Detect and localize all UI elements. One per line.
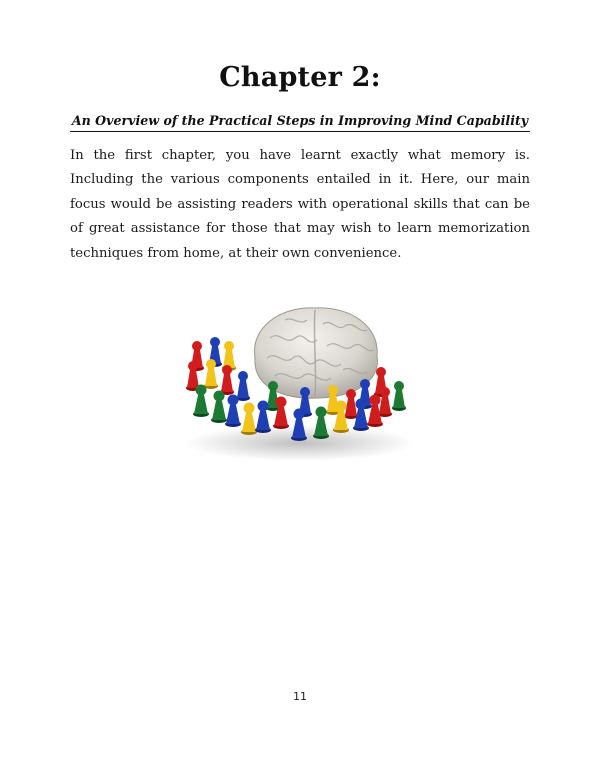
page-number: 11 [293,690,307,703]
brain-pawns-figure [155,288,445,468]
chapter-title: Chapter 2: [219,62,381,93]
body-paragraph: In the first chapter, you have learnt exactly what memory is. Including the various components entailed in it. Here, our main focus would be assisting readers with operational skills that can be of great assistance for those that may wish to learn memorization techniques from home, at their own convenience. [70,148,530,261]
chapter-subtitle: An Overview of the Practical Steps in Improving Mind Capability [71,113,529,128]
title-divider [70,131,530,132]
brain-with-pawns-icon [155,288,445,468]
